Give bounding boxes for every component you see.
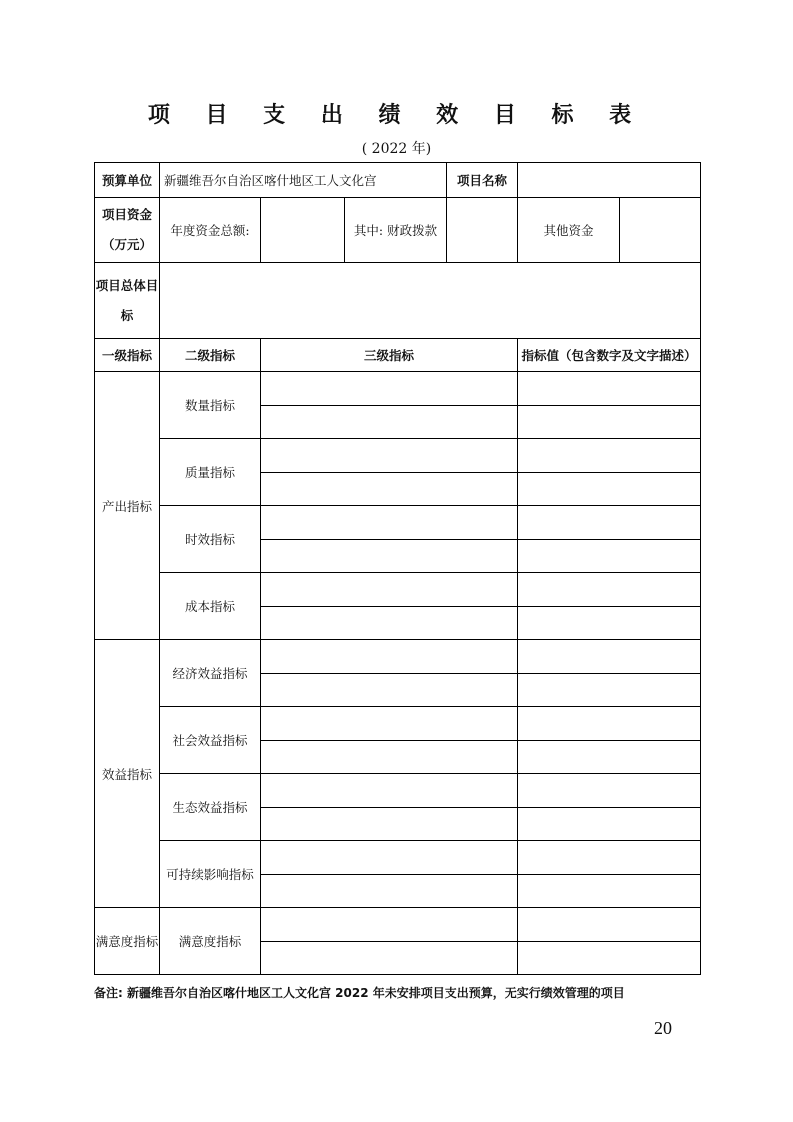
goal-label: 项目总体目 标 [95, 263, 160, 339]
value-cell[interactable] [518, 908, 701, 942]
fiscal-field[interactable] [447, 198, 518, 263]
col-level1: 一级指标 [95, 339, 160, 372]
col-level2: 二级指标 [160, 339, 261, 372]
fiscal-label: 其中: 财政拨款 [345, 198, 447, 263]
level3-cell[interactable] [261, 673, 518, 707]
level3-cell[interactable] [261, 874, 518, 908]
project-name-field[interactable] [518, 163, 701, 198]
page-number: 20 [654, 1018, 672, 1038]
level3-cell[interactable] [261, 372, 518, 406]
annual-total-field[interactable] [261, 198, 345, 263]
value-cell[interactable] [518, 841, 701, 875]
value-cell[interactable] [518, 405, 701, 439]
value-cell[interactable] [518, 539, 701, 573]
other-funds-field[interactable] [620, 198, 701, 263]
level3-cell[interactable] [261, 774, 518, 808]
performance-target-table [94, 162, 701, 975]
footnote: 备注: 新疆维吾尔自治区喀什地区工人文化宫 2022 年未安排项目支出预算，无实行绩效管理的项目 [94, 986, 625, 1000]
level3-cell[interactable] [261, 606, 518, 640]
value-cell[interactable] [518, 506, 701, 540]
annual-total-label: 年度资金总额: [160, 198, 261, 263]
goal-field[interactable] [160, 263, 701, 339]
level3-cell[interactable] [261, 506, 518, 540]
indicator-ecological: 生态效益指标 [160, 774, 261, 841]
year-label: ( 2022 年) [361, 141, 432, 157]
value-cell[interactable] [518, 372, 701, 406]
level3-cell[interactable] [261, 908, 518, 942]
value-cell[interactable] [518, 606, 701, 640]
indicator-cost: 成本指标 [160, 573, 261, 640]
value-cell[interactable] [518, 573, 701, 607]
level3-cell[interactable] [261, 405, 518, 439]
level3-cell[interactable] [261, 841, 518, 875]
indicator-timeliness: 时效指标 [160, 506, 261, 573]
level3-cell[interactable] [261, 707, 518, 741]
indicator-social: 社会效益指标 [160, 707, 261, 774]
funds-label: 项目资金 （万元） [95, 198, 160, 263]
indicator-satisfaction: 满意度指标 [160, 908, 261, 975]
group-output: 产出指标 [95, 372, 160, 640]
value-cell[interactable] [518, 740, 701, 774]
level3-cell[interactable] [261, 640, 518, 674]
value-cell[interactable] [518, 874, 701, 908]
group-benefit: 效益指标 [95, 640, 160, 908]
value-cell[interactable] [518, 774, 701, 808]
value-cell[interactable] [518, 673, 701, 707]
level3-cell[interactable] [261, 941, 518, 975]
level3-cell[interactable] [261, 439, 518, 473]
value-cell[interactable] [518, 807, 701, 841]
indicator-economic: 经济效益指标 [160, 640, 261, 707]
value-cell[interactable] [518, 941, 701, 975]
level3-cell[interactable] [261, 573, 518, 607]
value-cell[interactable] [518, 439, 701, 473]
page-title: 项 目 支 出 绩 效 目 标 表 [147, 102, 646, 128]
indicator-sustainable: 可持续影响指标 [160, 841, 261, 908]
level3-cell[interactable] [261, 472, 518, 506]
col-value: 指标值（包含数字及文字描述） [518, 339, 701, 372]
level3-cell[interactable] [261, 807, 518, 841]
indicator-quantity: 数量指标 [160, 372, 261, 439]
group-satisfaction: 满意度指标 [95, 908, 160, 975]
level3-cell[interactable] [261, 539, 518, 573]
value-cell[interactable] [518, 640, 701, 674]
unit-label: 预算单位 [95, 163, 160, 198]
unit-value[interactable]: 新疆维吾尔自治区喀什地区工人文化宫 [160, 163, 447, 198]
value-cell[interactable] [518, 707, 701, 741]
level3-cell[interactable] [261, 740, 518, 774]
other-funds-label: 其他资金 [518, 198, 620, 263]
indicator-quality: 质量指标 [160, 439, 261, 506]
col-level3: 三级指标 [261, 339, 518, 372]
project-name-label: 项目名称 [447, 163, 518, 198]
value-cell[interactable] [518, 472, 701, 506]
